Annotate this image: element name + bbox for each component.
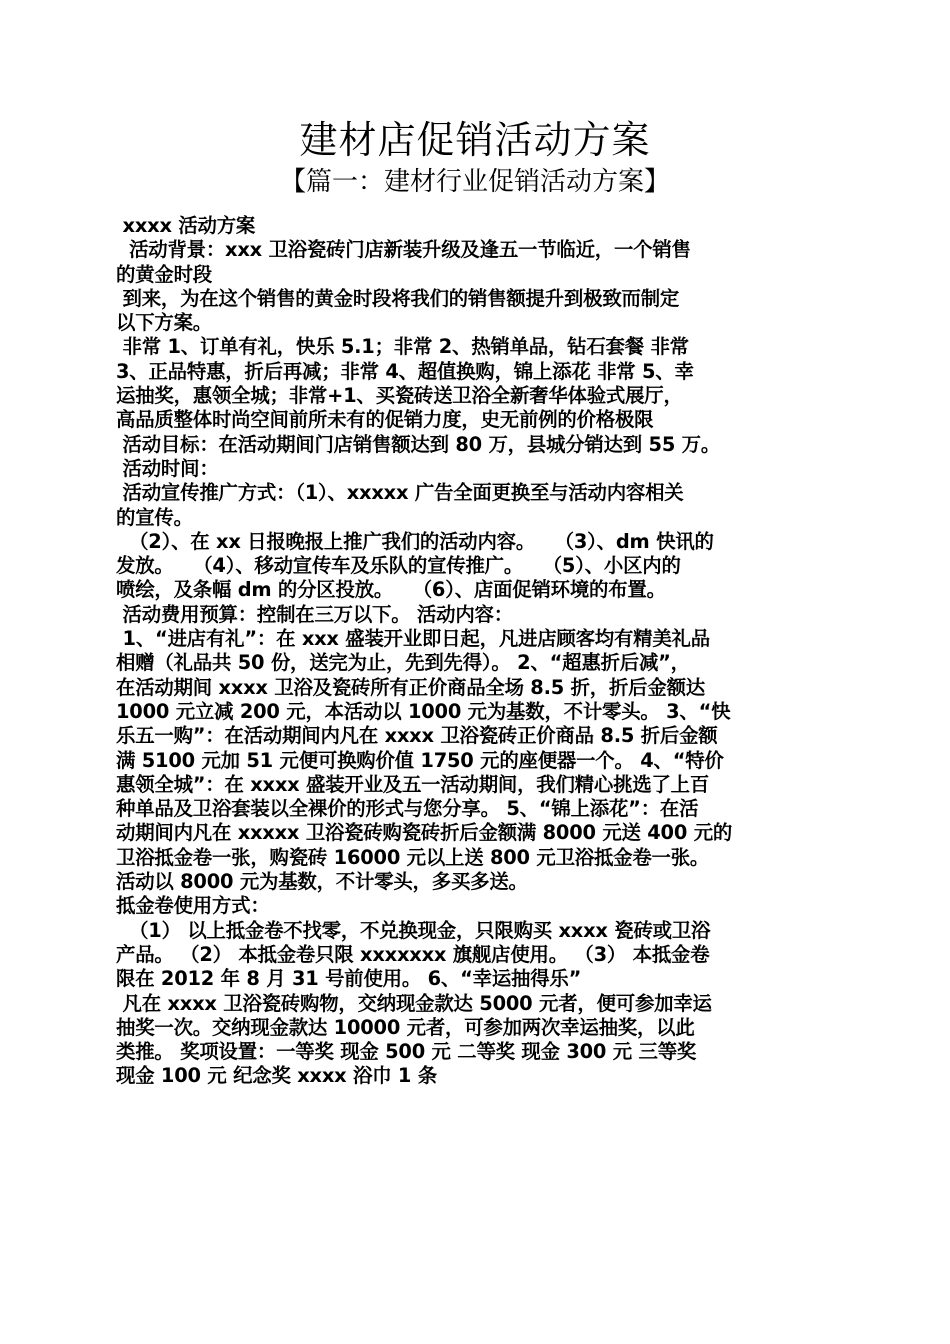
- body-line: 活动宣传推广方式：（1）、xxxxx 广告全面更换至与活动内容相关: [116, 481, 684, 505]
- body-line: 现金 100 元 纪念奖 xxxx 浴巾 1 条: [116, 1064, 437, 1088]
- document-subtitle: 【篇一：建材行业促销活动方案】: [279, 167, 670, 197]
- body-line: 的宣传。: [116, 505, 193, 529]
- body-line: xxxx 活动方案: [116, 214, 256, 237]
- body-line: 高品质整体时尚空间前所未有的促销力度，史无前例的价格极限: [116, 408, 654, 432]
- body-line: 活动费用预算：控制在三万以下。 活动内容：: [116, 602, 513, 626]
- body-line: 限在 2012 年 8 月 31 号前使用。 6、“幸运抽得乐”: [116, 967, 582, 991]
- body-line: 抵金卷使用方式：: [116, 894, 270, 918]
- body-line: 相赠（礼品共 50 份，送完为止，先到先得）。 2、“超惠折后减”，: [116, 651, 690, 675]
- body-line: 1000 元立减 200 元，本活动以 1000 元为基数，不计零头。 3、“快: [116, 699, 731, 723]
- body-line: 以下方案。: [116, 311, 212, 335]
- body-line: 惠领全城”：在 xxxx 盛装开业及五一活动期间，我们精心挑选了上百: [116, 772, 710, 796]
- body-line: 卫浴抵金卷一张，购瓷砖 16000 元以上送 800 元卫浴抵金卷一张。: [116, 845, 710, 869]
- body-line: 到来，为在这个销售的黄金时段将我们的销售额提升到极致而制定: [116, 286, 680, 310]
- body-line: 动期间内凡在 xxxxx 卫浴瓷砖购瓷砖折后金额满 8000 元送 400 元的: [116, 821, 733, 845]
- body-line: 活动背景：xxx 卫浴瓷砖门店新装升级及逢五一节临近，一个销售: [116, 238, 691, 262]
- document-body: [116, 214, 836, 1089]
- body-line: 发放。 （4）、移动宣传车及乐队的宣传推广。 （5）、小区内的: [116, 554, 681, 578]
- document-title: 建材店促销活动方案: [299, 118, 651, 162]
- body-line: 运抽奖，惠领全城；非常+1、买瓷砖送卫浴全新奢华体验式展厅，: [116, 384, 683, 408]
- body-line: 非常 1、订单有礼，快乐 5.1；非常 2、热销单品，钻石套餐 非常: [116, 335, 689, 359]
- body-line: 在活动期间 xxxx 卫浴及瓷砖所有正价商品全场 8.5 折，折后金额达: [116, 675, 705, 699]
- body-line: 喷绘，及条幅 dm 的分区投放。 （6）、店面促销环境的布置。: [116, 578, 666, 602]
- body-line: 活动目标：在活动期间门店销售额达到 80 万，县城分销达到 55 万。: [116, 432, 721, 456]
- body-line: 满 5100 元加 51 元便可换购价值 1750 元的座便器一个。 4、“特价: [116, 748, 724, 772]
- body-line: 产品。 （2） 本抵金卷只限 xxxxxxx 旗舰店使用。 （3） 本抵金卷: [116, 942, 710, 966]
- body-line: 1、“进店有礼”：在 xxx 盛装开业即日起，凡进店顾客均有精美礼品: [116, 627, 710, 651]
- body-line: 活动时间：: [116, 456, 219, 480]
- body-line: 类推。 奖项设置：一等奖 现金 500 元 二等奖 现金 300 元 三等奖: [116, 1040, 697, 1064]
- body-line: 3、正品特惠，折后再减；非常 4、超值换购，锦上添花 非常 5、幸: [116, 359, 694, 383]
- body-line: （2）、在 xx 日报晚报上推广我们的活动内容。 （3）、dm 快讯的: [116, 529, 714, 553]
- body-line: 乐五一购”：在活动期间内凡在 xxxx 卫浴瓷砖正价商品 8.5 折后金额: [116, 724, 718, 748]
- body-line: （1） 以上抵金卷不找零，不兑换现金，只限购买 xxxx 瓷砖或卫浴: [116, 918, 711, 942]
- body-line: 种单品及卫浴套装以全裸价的形式与您分享。 5、“锦上添花”：在活: [116, 797, 699, 821]
- body-line: 活动以 8000 元为基数，不计零头，多买多送。: [116, 870, 528, 894]
- body-line: 凡在 xxxx 卫浴瓷砖购物，交纳现金款达 5000 元者，便可参加幸运: [116, 991, 712, 1015]
- body-line: 的黄金时段: [116, 262, 212, 286]
- body-line: 抽奖一次。交纳现金款达 10000 元者，可参加两次幸运抽奖，以此: [116, 1015, 695, 1039]
